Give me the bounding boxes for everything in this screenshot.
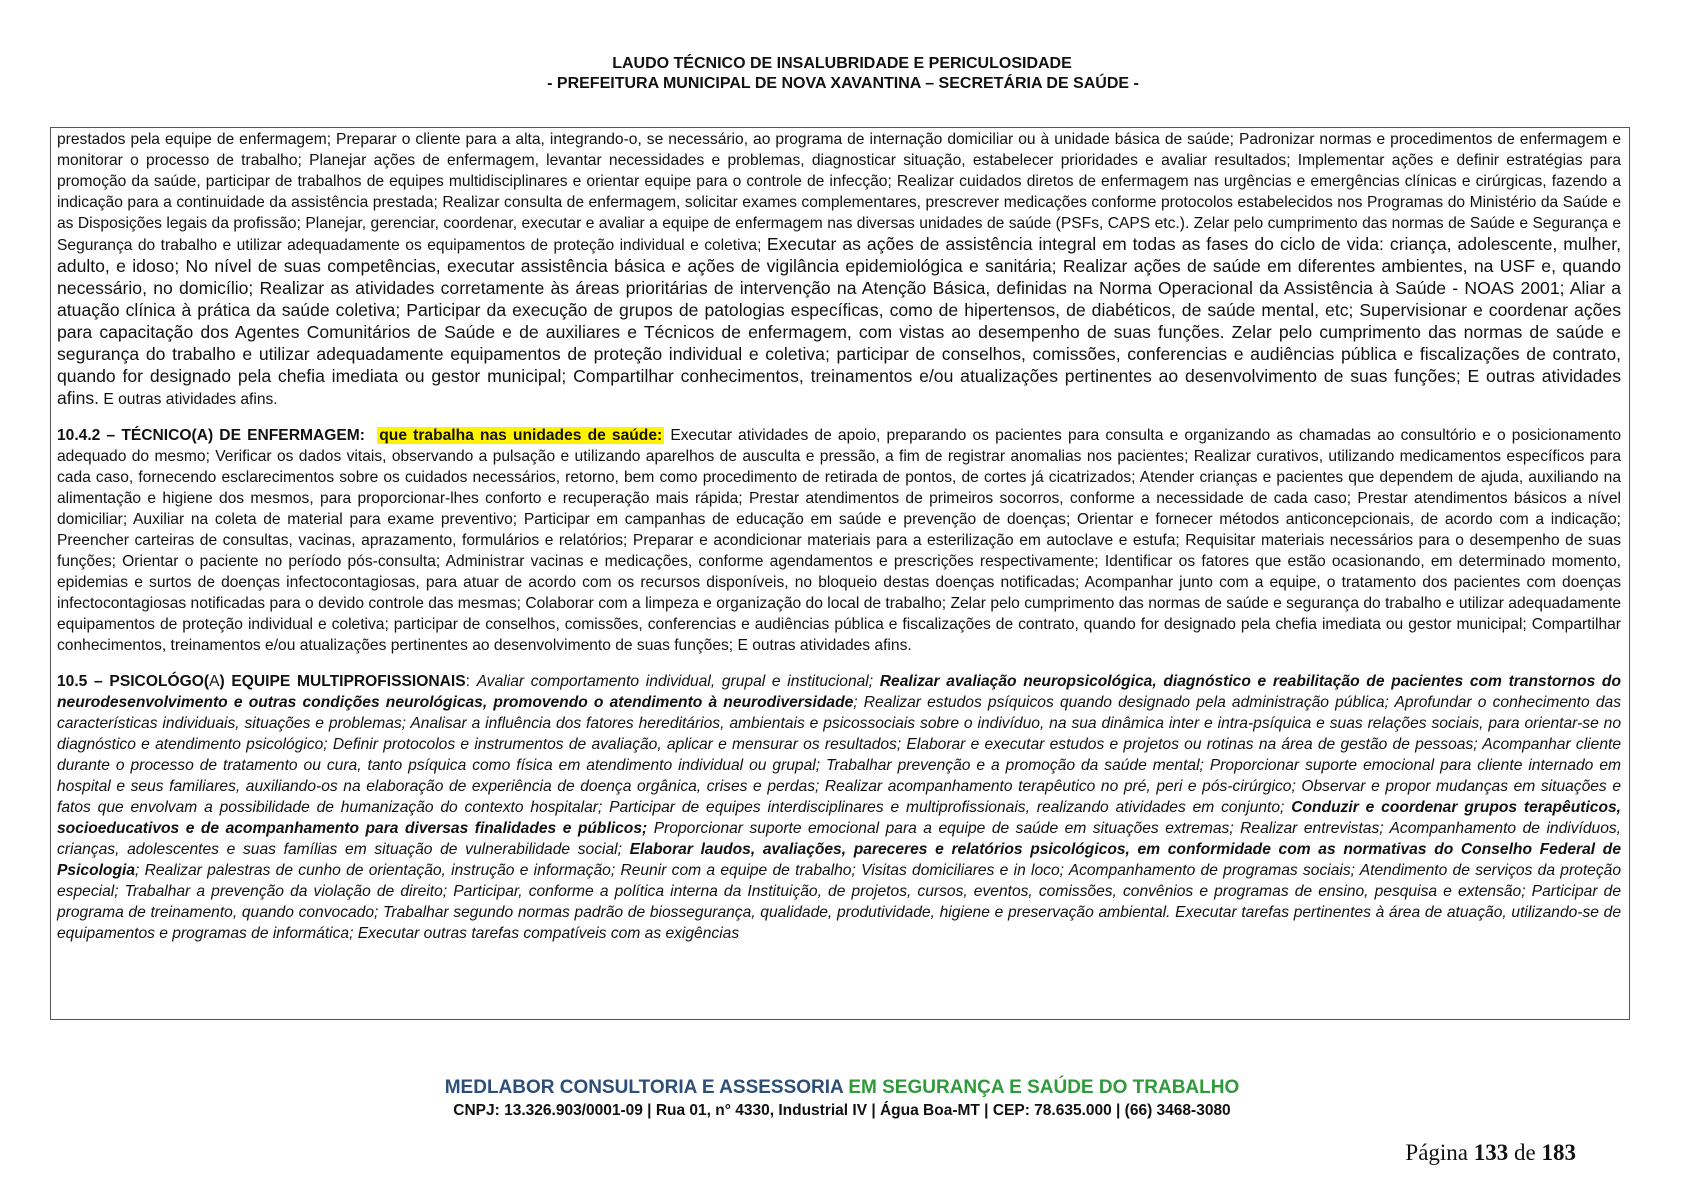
technician-heading-prefix: 10.4.2 – TÉCNICO( — [57, 427, 197, 444]
nurse-section-text — [57, 129, 1621, 410]
psych-heading-a: A — [209, 673, 220, 690]
psych-bold-1: Realizar avaliação neuropsicológica, diagnóstico e reabilitação de pacientes com transtornos do neurodesenvolvimento e outras condições neurológicas, promovendo o atendimento à neurodiversidade — [57, 673, 1621, 711]
page-current: 133 — [1473, 1140, 1509, 1165]
nurse-continuation: prestados pela equipe de enfermagem; Preparar o cliente para a alta, integrando-o, se necessário, ao programa de internação domiciliar ou à unidade básica de saúde; Padronizar normas e procedimentos de enfermagem e monitorar o processo de trabalho; Planejar ações de enfermagem, levantar necessidades e problemas, diagnosticar situação, estabelecer prioridades e avaliar resultados; Implementar ações e definir estratégias para promoção da saúde, participar de trabalhos de equipes multidisciplinares e orientar equipe para o controle de infecção; Realizar cuidados diretos de enfermagem nas urgências e emergências clínicas e cirúrgicas, fazendo a indicação para a continuidade da assistência prestada; Realizar consulta de enfermagem, solicitar exames complementares, prescrever medicações conforme protocolos estabelecidos nos Programas do Ministério da Saúde e as Disposições legais da profissão; Planejar, gerenciar, coordenar, executar e avaliar a equipe de enfermagem nas diversas unidades de saúde (PSFs, CAPS etc.). Zelar pelo cumprimento das normas de Saúde e Segurança e Segurança do trabalho e utilizar adequadamente os equipamentos de proteção individual e coletiva; — [57, 131, 1621, 254]
page-label: Página — [1405, 1140, 1469, 1165]
page-separator: de — [1514, 1140, 1536, 1165]
psych-text-1: Avaliar comportamento individual, grupal e institucional; — [476, 673, 874, 690]
nurse-continuation-large: Executar as ações de assistência integral em todas as fases do ciclo de vida: criança, adolescente, mulher, adulto, e idoso; No nível de suas competências, executar assistência básica e ações de vigilância epidemiológica e sanitária; Realizar ações de saúde em diferentes ambientes, na USF e, quando necessário, no domicílio; Realizar as atividades corretamente às áreas prioritárias de intervenção na Atenção Básica, definidas na Norma Operacional da Assistência à Saúde - NOAS 2001; Aliar a atuação clínica à prática da saúde coletiva; Participar da execução de grupos de patologias específicas, como de hipertensos, de diabéticos, de saúde mental, etc; Supervisionar e coordenar ações para capacitação dos Agentes Comunitários de Saúde e de auxiliares e Técnicos de enfermagem, com vistas ao desempenho de suas funções. Zelar pelo cumprimento das normas de saúde e segurança do trabalho e utilizar adequadamente equipamentos de proteção individual e coletiva; participar de conselhos, comissões, conferencias e audiências pública e fiscalizações de contrato, quando for designado pela chefia imediata ou gestor municipal; Compartilhar conhecimentos, treinamentos e/ou atualizações pertinentes ao desenvolvimento de suas funções; E outras atividades afins. — [57, 234, 1621, 408]
technician-heading-suffix: ) DE ENFERMAGEM: — [207, 427, 365, 444]
footer-contact: CNPJ: 13.326.903/0001-09 | Rua 01, n° 4330, Industrial IV | Água Boa-MT | CEP: 78.635.000 | (66) 3468-3080 — [453, 1102, 1231, 1119]
psych-bold-3: Elaborar laudos, avaliações, pareceres e relatórios psicológicos, em conformidade com as normativas do Conselho Federal de Psicologia — [57, 841, 1621, 879]
psych-heading-prefix: 10.5 – PSICOLÓGO( — [57, 673, 210, 690]
psych-heading-colon: : — [465, 673, 470, 690]
psych-bold-2: Conduzir e coordenar grupos terapêuticos, socioeducativos e de acompanhamento para diversas finalidades e públicos; — [57, 799, 1621, 837]
document-title: LAUDO TÉCNICO DE INSALUBRIDADE E PERICULOSIDADE — [612, 55, 1072, 72]
nurse-continuation-tail: E outras atividades afins. — [103, 391, 278, 408]
page-total: 183 — [1541, 1140, 1576, 1165]
psych-section — [57, 671, 1621, 944]
psych-text-4: ; Realizar palestras de cunho de orientação, instrução e informação; Reunir com a equipe de trabalho; Visitas domiciliares e in loco; Acompanhamento de programas sociais; Atendimento de serviços da proteção especial; Trabalhar a prevenção da violação de direito; Participar, conforme a política interna da Instituição, de projetos, cursos, eventos, comissões, convênios e programas de ensino, pesquisa e extensão; Participar de programa de treinamento, quando convocado; Trabalhar segundo normas padrão de biossegurança, qualidade, produtividade, higiene e preservação ambiental. Executar tarefas pertinentes à área de atuação, utilizando-se de equipamentos e programas de informática; Executar outras tarefas compatíveis com as exigências — [57, 862, 1621, 942]
content-box — [50, 127, 1630, 1020]
document-header — [0, 54, 1684, 94]
footer-company-part1: MEDLABOR CONSULTORIA E ASSESSORIA — [444, 1077, 844, 1098]
page-number — [1405, 1140, 1576, 1166]
psych-heading-suffix: ) EQUIPE MULTIPROFISSIONAIS — [219, 673, 466, 690]
technician-heading-a: A — [196, 427, 208, 444]
document-subtitle: - PREFEITURA MUNICIPAL DE NOVA XAVANTINA – SECRETÁRIA DE SAÚDE - — [547, 75, 1139, 92]
psych-text-3: Proporcionar suporte emocional para a equipe de saúde em situações extremas; Realizar entrevistas; Acompanhamento de indivíduos, crianças, adolescentes e suas famílias em situação de vulnerabilidade social; — [57, 820, 1621, 858]
technician-section — [57, 425, 1621, 656]
technician-body: Executar atividades de apoio, preparando os pacientes para consulta e organizando as chamadas ao consultório e o posicionamento adequado do mesmo; Verificar os dados vitais, observando a pulsação e utilizando aparelhos de ausculta e pressão, a fim de registrar anomalias nos pacientes; Realizar curativos, utilizando medicamentos específicos para cada caso, fornecendo esclarecimentos sobre os cuidados necessários, retorno, bem como procedimento de retirada de pontos, de cortes já cicatrizados; Atender crianças e pacientes que dependem de ajuda, auxiliando na alimentação e higiene dos mesmos, para proporcionar-lhes conforto e recuperação mais rápida; Prestar atendimentos de primeiros socorros, conforme a necessidade de cada caso; Prestar atendimentos básicos a nível domiciliar; Auxiliar na coleta de material para exame preventivo; Participar em campanhas de educação em saúde e prevenção de doenças; Orientar e fornecer métodos anticoncepcionais, de acordo com a indicação; Preencher carteiras de consultas, vacinas, aprazamento, formulários e relatórios; Preparar e acondicionar materiais para a esterilização em autoclave e estufa; Requisitar materiais necessários para o desempenho de suas funções; Orientar o paciente no período pós-consulta; Administrar vacinas e medicações, conforme agendamentos e prescrições respectivamente; Identificar os fatores que estão ocasionando, em determinado momento, epidemias e surtos de doenças infectocontagiosas, para atuar de acordo com os recursos disponíveis, no bloqueio destas doenças notificadas; Acompanhar junto com a equipe, o tratamento dos pacientes com doenças infectocontagiosas notificadas para o devido controle das mesmas; Colaborar com a limpeza e organização do local de trabalho; Zelar pelo cumprimento das normas de saúde e segurança do trabalho e utilizar adequadamente equipamentos de proteção individual e coletiva; participar de conselhos, comissões, conferencias e audiências pública e fiscalizações de contrato, quando for designado pela chefia imediata ou gestor municipal; Compartilhar conhecimentos, treinamentos e/ou atualizações pertinentes ao desenvolvimento de suas funções; E outras atividades afins. — [57, 427, 1622, 654]
document-footer — [0, 1076, 1684, 1121]
technician-highlight: que trabalha nas unidades de saúde: — [379, 427, 663, 444]
footer-company-part2: EM SEGURANÇA E SAÚDE DO TRABALHO — [848, 1077, 1240, 1098]
psych-text-2: ; Realizar estudos psíquicos quando designado pela administração pública; Aprofundar o conhecimento das características individuais, situações e problemas; Analisar a influência dos fatores hereditários, ambientais e psicossociais sobre o indivíduo, na sua dinâmica inter e intra-psíquica e suas relações sociais, para orientar-se no diagnóstico e atendimento psicológico; Definir protocolos e instrumentos de avaliação, aplicar e mensurar os resultados; Elaborar e executar estudos e projetos ou rotinas na área de gestão de pessoas; Acompanhar cliente durante o processo de tratamento ou cura, tanto psíquica como física em atendimento individual ou grupal; Trabalhar prevenção e a promoção da saúde mental; Proporcionar suporte emocional para cliente internado em hospital e seus familiares, auxiliando-os na elaboração de experiência de doença orgânica, crises e perdas; Realizar acompanhamento terapêutico no pré, peri e pós-cirúrgico; Observar e propor mudanças em situações e fatos que envolvam a possibilidade de humanização do contexto hospitalar; Participar de equipes interdisciplinares e multiprofissionais, realizando atividades em conjunto; — [57, 694, 1621, 816]
footer-company — [0, 1076, 1684, 1100]
